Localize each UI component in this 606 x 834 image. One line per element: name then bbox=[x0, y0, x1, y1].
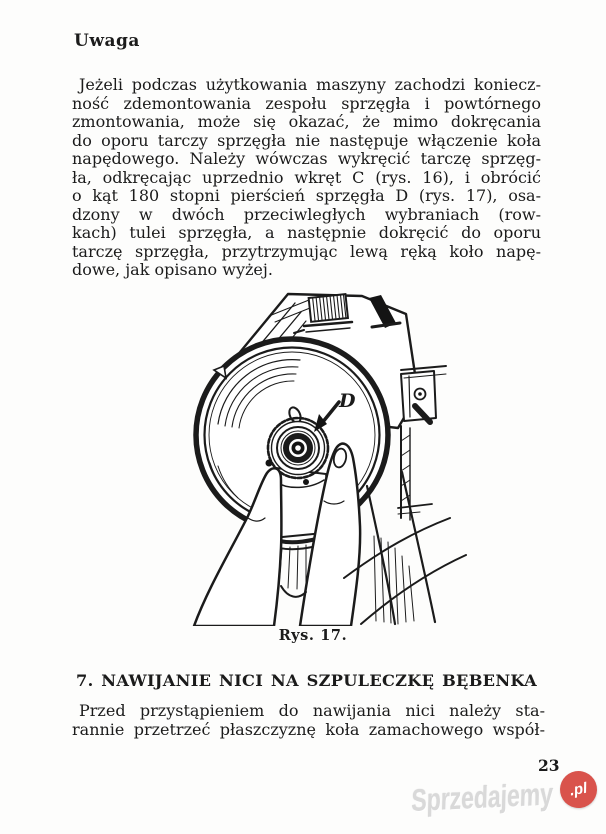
text-line: dzony w dwóch przeciwległych wybraniach (row- bbox=[72, 204, 541, 224]
figure-caption: Rys. 17. bbox=[278, 627, 348, 644]
text-line: rannie przetrzeć płaszczyznę koła zamachowego współ- bbox=[72, 720, 545, 739]
section-paragraph bbox=[72, 701, 545, 739]
text-line: napędowego. Należy wówczas wykręcić tarczę sprzęg- bbox=[72, 149, 541, 168]
section-heading: 7. NAWIJANIE NICI NA SZPULECZKĘ BĘBENKA bbox=[76, 671, 537, 690]
text-line: ność zdemontowania zespołu sprzęgła i powtórnego bbox=[72, 93, 541, 113]
text-line: Jeżeli podczas użytkowania maszyny zachodzi koniecz- bbox=[79, 75, 541, 94]
text-line: o kąt 180 stopni pierścień sprzęgła D (rys. 17), osa- bbox=[72, 186, 541, 205]
watermark-pl-badge: .pl bbox=[557, 768, 600, 811]
part-label-d: D bbox=[339, 390, 356, 412]
text-line: ła, odkręcając uprzednio wkręt C (rys. 16), i obrócić bbox=[72, 167, 541, 187]
text-line: Przed przystąpieniem do nawijania nici należy sta- bbox=[79, 701, 545, 720]
text-line: zmontowania, może się okazać, że mimo dokręcania bbox=[72, 112, 541, 131]
text-line: kach) tulei sprzęgła, a następnie dokręcić do oporu bbox=[72, 223, 541, 242]
text-line: dowe, jak opisano wyżej. bbox=[72, 260, 273, 279]
figure-illustration bbox=[148, 286, 478, 626]
text-line: tarczę sprzęgła, przytrzymując lewą ręką koło napę- bbox=[72, 241, 541, 261]
watermark-text: Sprzedajemy bbox=[411, 776, 554, 819]
page-number: 23 bbox=[538, 756, 560, 775]
text-line: do oporu tarczy sprzęgła nie następuje włączenie koła bbox=[72, 130, 541, 150]
note-paragraph bbox=[72, 76, 541, 280]
side-bracket bbox=[401, 366, 446, 422]
note-heading: Uwaga bbox=[74, 31, 140, 51]
knurled-knob bbox=[309, 294, 348, 322]
